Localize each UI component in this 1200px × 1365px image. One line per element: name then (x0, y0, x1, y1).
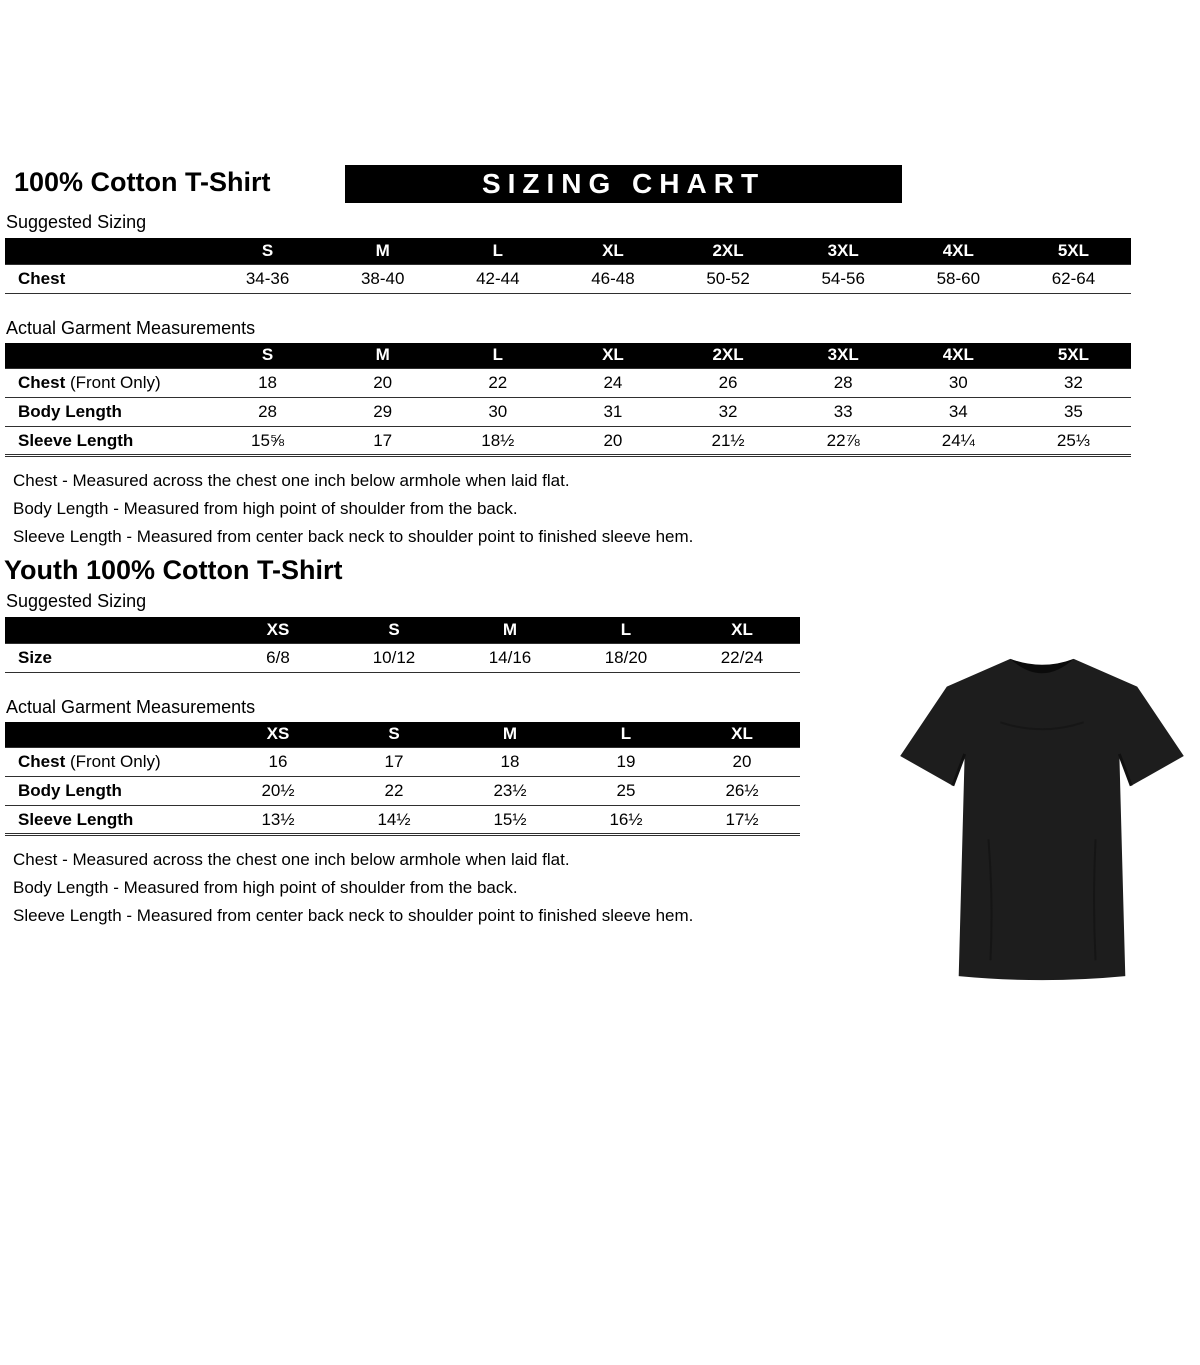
adult-measurement-notes (13, 471, 1200, 547)
size-header-l: L (440, 343, 555, 369)
cell: 21½ (671, 427, 786, 456)
cell: 25 (568, 777, 684, 806)
size-header-xl: XL (555, 343, 670, 369)
row-label-text: Chest (18, 752, 66, 771)
tshirt-image (893, 641, 1191, 993)
size-header-4xl: 4XL (901, 343, 1016, 369)
table-header-row (5, 343, 1131, 369)
size-header-4xl: 4XL (901, 238, 1016, 264)
size-header-xs: XS (220, 617, 336, 643)
cell: 62-64 (1016, 264, 1131, 293)
cell: 20 (555, 427, 670, 456)
size-header-xs: XS (220, 722, 336, 748)
youth-actual-measurements-label: Actual Garment Measurements (6, 696, 256, 717)
cell: 16½ (568, 806, 684, 835)
cell: 22 (336, 777, 452, 806)
size-header-xl: XL (684, 617, 800, 643)
table-header-row (5, 617, 800, 643)
cell: 26 (671, 369, 786, 398)
size-header-m: M (452, 722, 568, 748)
size-header-m: M (325, 238, 440, 264)
cell: 18 (210, 369, 325, 398)
row-label (5, 427, 210, 456)
page-header (0, 165, 1200, 207)
row-label-text: Body Length (18, 781, 122, 800)
cell: 18/20 (568, 643, 684, 672)
cell: 10/12 (336, 643, 452, 672)
size-header-2xl: 2XL (671, 238, 786, 264)
row-label (5, 748, 220, 777)
table-body (5, 748, 800, 835)
table-head (5, 722, 800, 748)
cell: 17 (325, 427, 440, 456)
header-spacer (5, 238, 210, 264)
table-body (5, 264, 1131, 293)
cell: 18½ (440, 427, 555, 456)
adult-actual-measurements-label: Actual Garment Measurements (6, 317, 256, 338)
cell: 15½ (452, 806, 568, 835)
size-header-s: S (336, 617, 452, 643)
adult-suggested-sizing-label: Suggested Sizing (6, 212, 147, 232)
cell: 14/16 (452, 643, 568, 672)
row-label-text: Body Length (18, 402, 122, 421)
size-header-m: M (452, 617, 568, 643)
size-header-l: L (568, 617, 684, 643)
cell: 24 (555, 369, 670, 398)
cell: 32 (1016, 369, 1131, 398)
size-header-l: L (440, 238, 555, 264)
size-header-xl: XL (555, 238, 670, 264)
cell: 34 (901, 398, 1016, 427)
size-header-s: S (210, 238, 325, 264)
cell: 22/24 (684, 643, 800, 672)
row-label-text: Size (18, 647, 53, 667)
row-label-suffix: (Front Only) (65, 752, 161, 771)
table-head (5, 617, 800, 643)
cell: 35 (1016, 398, 1131, 427)
table-body (5, 369, 1131, 456)
size-header-xl: XL (684, 722, 800, 748)
table-head (5, 343, 1131, 369)
row-label-text: Chest (18, 268, 66, 288)
size-header-m: M (325, 343, 440, 369)
cell: 16 (220, 748, 336, 777)
size-header-3xl: 3XL (786, 343, 901, 369)
cell: 30 (440, 398, 555, 427)
cell: 42-44 (440, 264, 555, 293)
size-header-l: L (568, 722, 684, 748)
cell: 26½ (684, 777, 800, 806)
cell: 14½ (336, 806, 452, 835)
cell: 38-40 (325, 264, 440, 293)
cell: 20 (684, 748, 800, 777)
note-chest: Chest - Measured across the chest one inch below armhole when laid flat. (13, 850, 570, 869)
table-head (5, 238, 1131, 264)
cell: 54-56 (786, 264, 901, 293)
cell: 19 (568, 748, 684, 777)
row-label (5, 398, 210, 427)
cell: 22⅞ (786, 427, 901, 456)
cell: 15⅝ (210, 427, 325, 456)
cell: 50-52 (671, 264, 786, 293)
cell: 33 (786, 398, 901, 427)
header-spacer (5, 343, 210, 369)
cell: 34-36 (210, 264, 325, 293)
size-header-2xl: 2XL (671, 343, 786, 369)
sizing-chart-banner: SIZING CHART (345, 165, 902, 203)
youth-actual-measurements-table (5, 722, 800, 837)
cell: 22 (440, 369, 555, 398)
size-header-5xl: 5XL (1016, 238, 1131, 264)
cell: 28 (786, 369, 901, 398)
table-row (5, 806, 800, 835)
row-label-text: Chest (18, 373, 66, 392)
cell: 23½ (452, 777, 568, 806)
cell: 18 (452, 748, 568, 777)
cell: 25⅓ (1016, 427, 1131, 456)
table-row (5, 264, 1131, 293)
adult-suggested-sizing-table (5, 238, 1131, 294)
row-label (5, 643, 220, 672)
table-row (5, 777, 800, 806)
adult-section-title: 100% Cotton T-Shirt (14, 167, 271, 197)
cell: 17 (336, 748, 452, 777)
header-spacer (5, 617, 220, 643)
cell: 20½ (220, 777, 336, 806)
cell: 28 (210, 398, 325, 427)
size-header-s: S (336, 722, 452, 748)
row-label (5, 777, 220, 806)
cell: 32 (671, 398, 786, 427)
table-header-row (5, 722, 800, 748)
note-sleeve-length: Sleeve Length - Measured from center back neck to shoulder point to finished sleeve hem. (13, 906, 694, 925)
row-label (5, 806, 220, 835)
header-spacer (5, 722, 220, 748)
table-header-row (5, 238, 1131, 264)
cell: 13½ (220, 806, 336, 835)
cell: 20 (325, 369, 440, 398)
table-row (5, 398, 1131, 427)
row-label-suffix: (Front Only) (65, 373, 161, 392)
size-header-3xl: 3XL (786, 238, 901, 264)
youth-suggested-sizing-label: Suggested Sizing (6, 591, 147, 611)
cell: 24¼ (901, 427, 1016, 456)
cell: 29 (325, 398, 440, 427)
adult-actual-measurements-table (5, 343, 1131, 458)
row-label-text: Sleeve Length (18, 430, 134, 450)
row-label (5, 264, 210, 293)
table-row (5, 427, 1131, 456)
cell: 6/8 (220, 643, 336, 672)
size-header-5xl: 5XL (1016, 343, 1131, 369)
size-header-s: S (210, 343, 325, 369)
cell: 17½ (684, 806, 800, 835)
youth-section-title: Youth 100% Cotton T-Shirt (4, 555, 343, 585)
cell: 46-48 (555, 264, 670, 293)
cell: 30 (901, 369, 1016, 398)
table-row (5, 748, 800, 777)
youth-suggested-sizing-table (5, 617, 800, 673)
sizing-chart-page (0, 165, 1200, 1365)
cell: 31 (555, 398, 670, 427)
row-label (5, 369, 210, 398)
note-body-length: Body Length - Measured from high point of shoulder from the back. (13, 499, 518, 518)
table-row (5, 369, 1131, 398)
table-row (5, 643, 800, 672)
note-sleeve-length: Sleeve Length - Measured from center back neck to shoulder point to finished sleeve hem. (13, 527, 694, 546)
note-body-length: Body Length - Measured from high point of shoulder from the back. (13, 878, 518, 897)
black-tshirt-graphic (893, 641, 1191, 993)
cell: 58-60 (901, 264, 1016, 293)
row-label-text: Sleeve Length (18, 809, 134, 829)
table-body (5, 643, 800, 672)
note-chest: Chest - Measured across the chest one inch below armhole when laid flat. (13, 471, 570, 490)
